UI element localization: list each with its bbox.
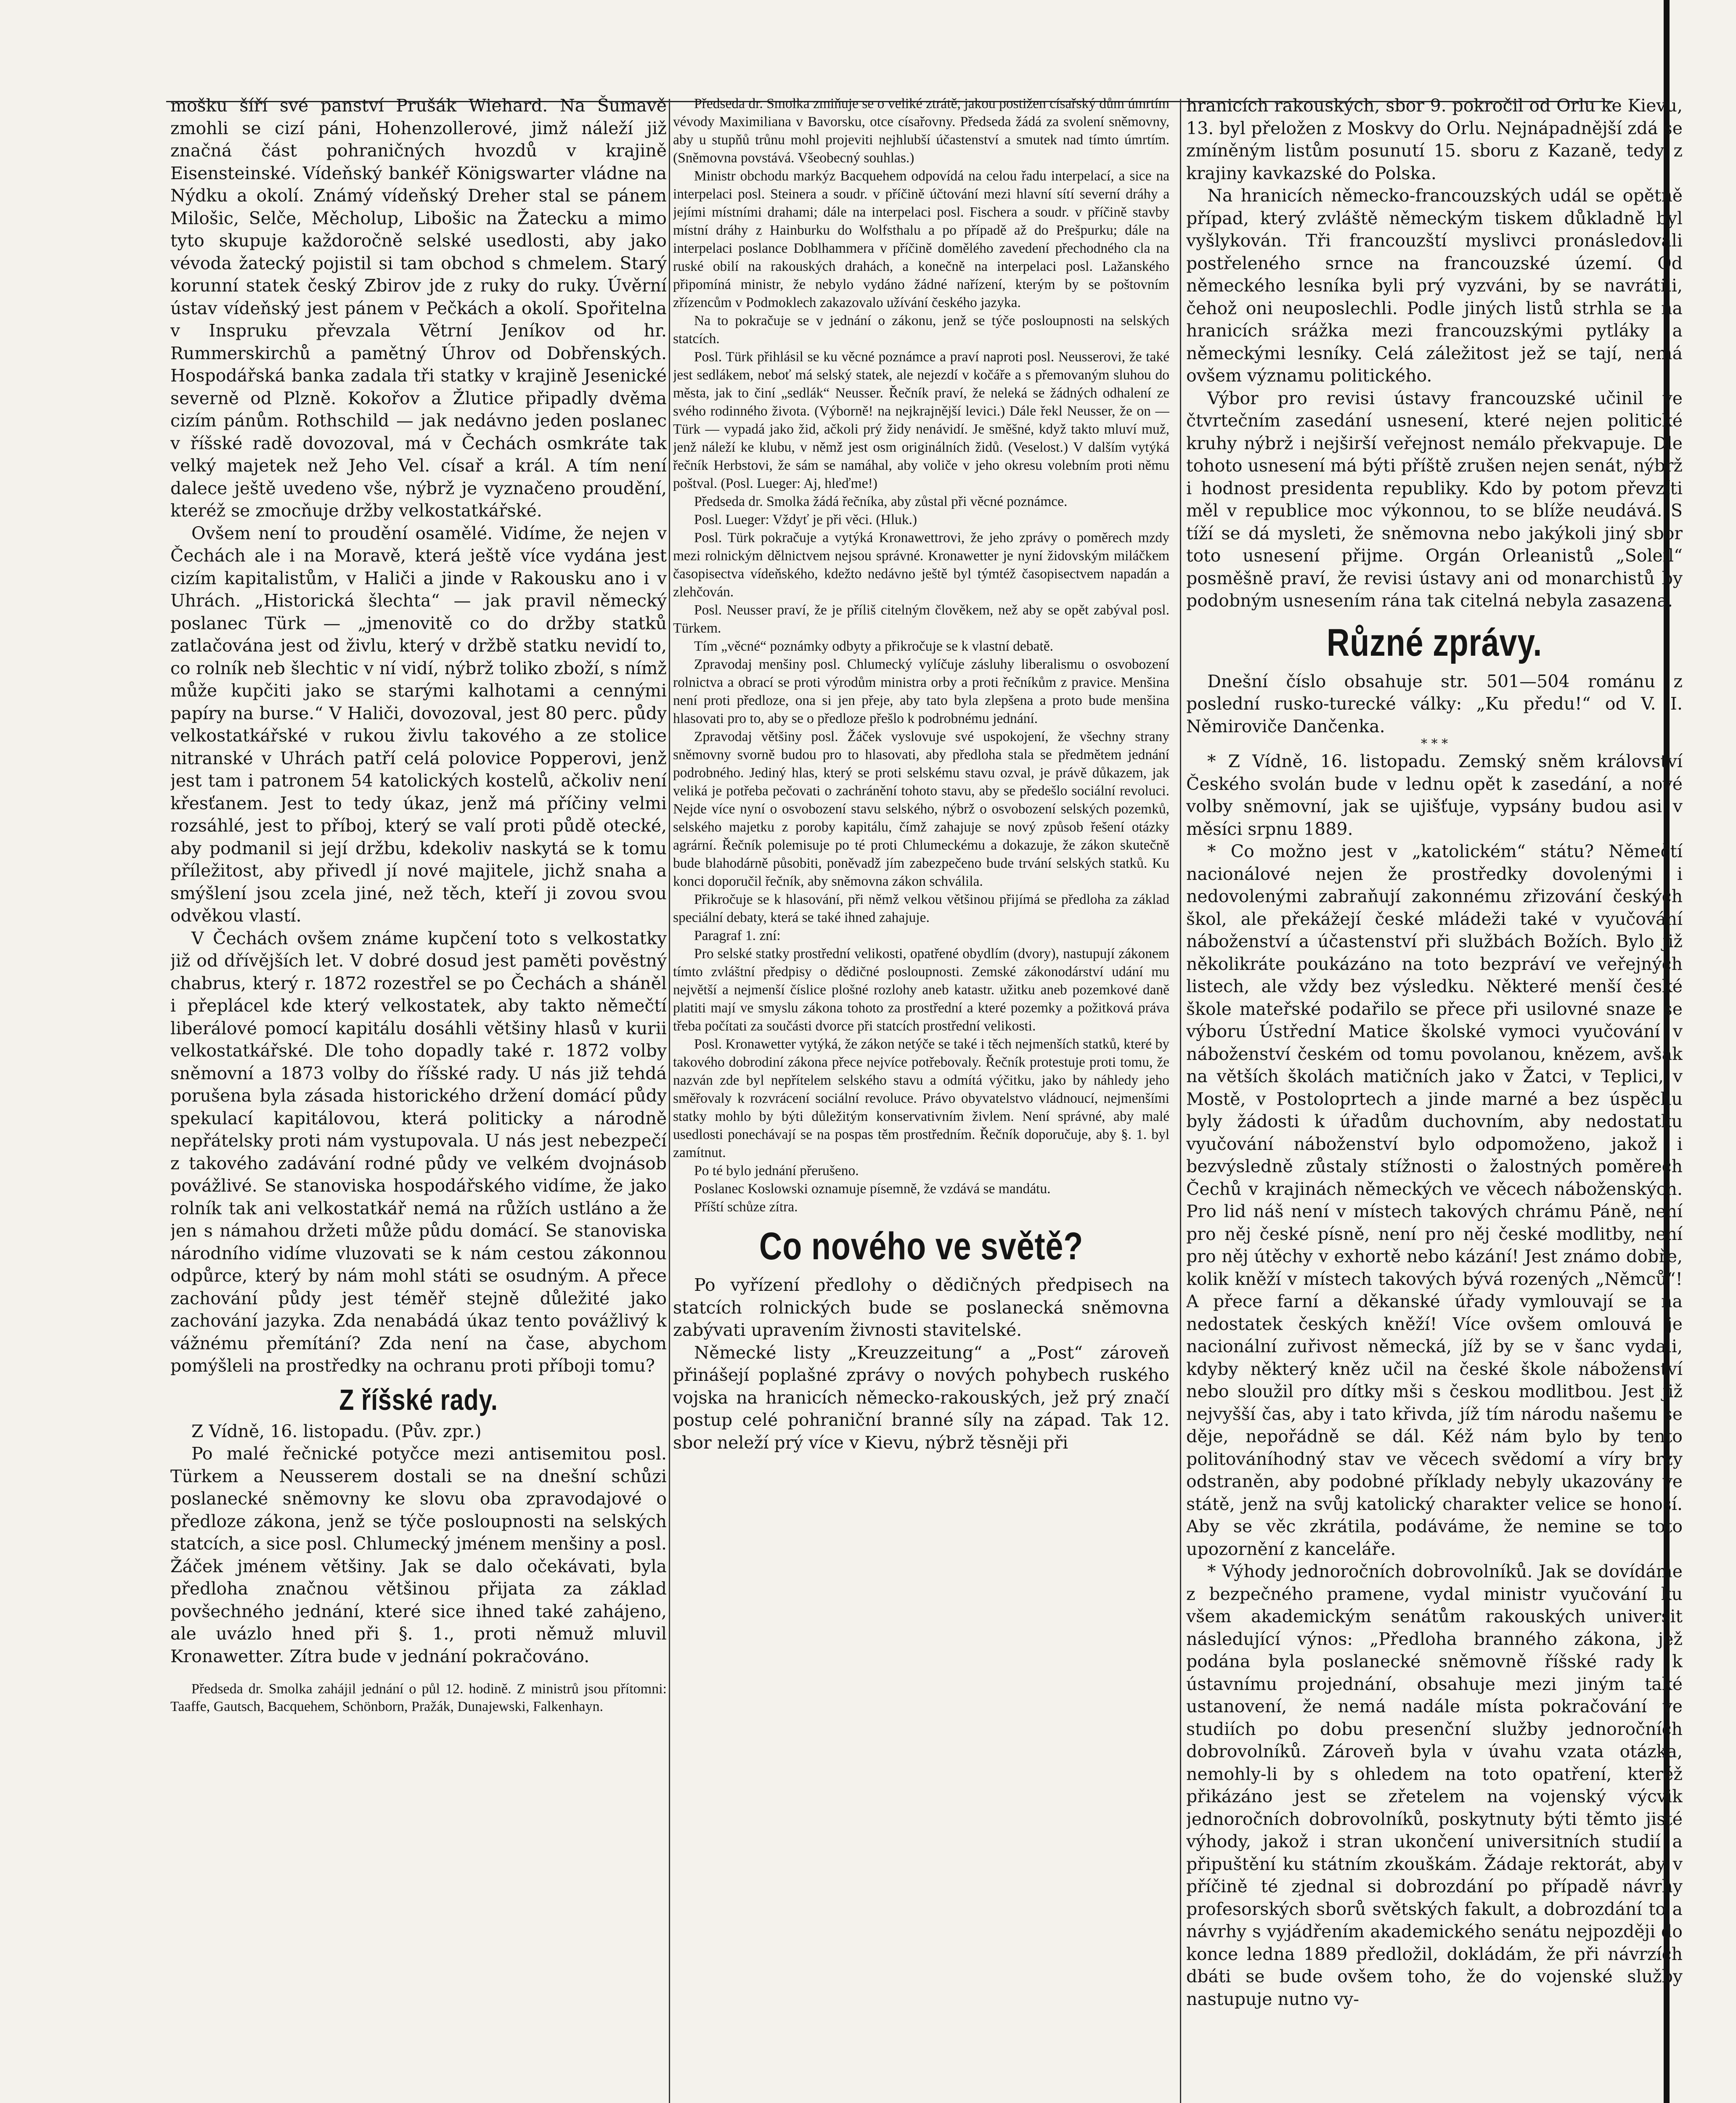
column-3	[1186, 95, 1683, 2103]
session-paragraph-6: Posl. Lueger: Vždyť je při věci. (Hluk.)	[694, 512, 917, 527]
session-opening-note: Předseda dr. Smolka zahájil jednání o půl 12. hodině. Z ministrů jsou přítomni: Taaffe, Gautsch, Bacquehem, Schönborn, Pražák, Dunajewski, Falkenhayn.	[170, 1681, 667, 1714]
session-paragraph-5: Předseda dr. Smolka žádá řečníka, aby zůstal při věcné poznámce.	[694, 494, 1068, 509]
session-paragraph-12: Přikročuje se k hlasování, při němž velkou většinou přijímá se předloha za základ speciální debaty, která se také ihned zahajuje.	[673, 892, 1169, 925]
world-news-paragraph-5: Výbor pro revisi ústavy francouzské učinil ve čtvrtečním zasedání usnesení, které nejen politické kruhy nýbrž i nejširší veřejnost nemálo překvapuje. Dle tohoto usnesení má býti příště zrušen nejen senát, nýbrž i hodnost presidenta republiky. Kdo by potom převzíti měl v republice moc výkonnou, to se blíže neudává. S tíží se dá mysleti, že sněmovna nebo jakýkoli jiný sbor toto usnesení přijme. Orgán Orleanistů „Soleil“ posměšně praví, že revisi ústavy ani od monarchistů by podobným usnesením rána tak citelná nebyla zasazena.	[1186, 388, 1683, 611]
world-news-paragraph-4: Na hranicích německo-francouzských udál se opětně případ, který zvláště německým tiskem důkladně byl vyšlykován. Tři francouzští myslivci pronásledovali postřeleného srnce na francouzské území. Od německého lesníka byli prý vyzváni, by se navrátili, čehož oni neuposlechli. Podle jiných listů strhla se na hranicích srážka mezi francouzskými pytláky a německými lesníky. Celá záležitost jež se tají, nemá ovšem významu politického.	[1186, 185, 1683, 386]
session-paragraph-13: Paragraf 1. zní:	[694, 928, 781, 943]
world-news-paragraph-2: Německé listy „Kreuzzeitung“ a „Post“ zároveň přinášejí poplašné zprávy o nových pohybech ruského vojska na hranicích německo-rakouských, jež prý značí postup celé pohraniční branné síly na západ. Tak 12. sbor neleží prý více v Kievu, nýbrž těsněji při	[673, 1342, 1169, 1453]
article-estates-paragraph-1: mošku šíří své panství Prušák Wiehard. Na Šumavě zmohli se cizí páni, Hohenzollerové, jimž náleží již značná část pohraničných hvozdů v krajině Eisensteinské. Vídeňský bankéř Königswarter vládne na Nýdku a okolí. Známý vídeňský Dreher stal se pánem Milošic, Selče, Měcholup, Libošic na Žatecku a mimo tyto skupuje každoročně selské usedlosti, aby jako vévoda žatecký pojistil si tam obchod s chmelem. Starý korunní statek český Zbirov jde z ruky do ruky. Úvěrní ústav vídeňský jest pánem v Pečkách a okolí. Spořitelna v Inspruku převzala Větrní Jeníkov od hr. Rummerskirchů a pamětný Úhrov od Dobřenských. Hospodářská banka zadala tři statky v krajině Jesenické severně od Plzně. Kokořov a Žlutice připadly dvěma cizím pánům. Rothschild — jak nedávno jeden poslanec v říšské radě dovozoval, má v Čechách osmkráte tak velký majetek než Jeho Vel. císař a král. A tím není dalece ještě uvedeno vše, nýbrž je vyznačeno proudění, kteréž se zmocňuje držby velkostatkářské.	[170, 95, 667, 521]
world-news-paragraph-3: hranicích rakouských, sbor 9. pokročil od Orlu ke Kievu, 13. byl přeložen z Moskvy do Orlu. Nejnápadnější zdá se zmíněným listům posunutí 15. sboru z Kazaně, tedy z krajiny kavkazské do Polska.	[1186, 95, 1683, 183]
novel-supplement-note: Dnešní číslo obsahuje str. 501—504 románu z poslední rusko-turecké války: „Ku předu!“ od V. I. Němiroviče Dančenka.	[1186, 671, 1683, 736]
session-paragraph-15: Posl. Kronawetter vytýká, že zákon netýče se také i těch nejmenších statků, které by takového dobrodiní zákona přece nejvíce potřebovaly. Řečník protestuje proti tomu, že nazván zde byl nepřítelem selského stavu a odmítá výčitku, jako by náhledy jeho směřovaly k rozvrácení sociální revoluce. Právo obyvatelstvo vládnoucí, nejmenšími statky mohlo by býti důležitým konservativním živlem. Není správné, aby malé usedlosti ponechávají se na pospas těm prostředním. Řečník doporučuje, aby §. 1. byl zamítnut.	[673, 1036, 1169, 1160]
article-estates-paragraph-3: V Čechách ovšem známe kupčení toto s velkostatky již od dřívějších let. V dobré dosud jest paměti pověstný chabrus, který r. 1872 rozestřel se po Čechách a sháněl i přeplácel kde který velkostatek, aby takto němečtí liberálové pomocí kapitálu dosáhli většiny hlasů v kurii velkostatkářské. Dle toho dopadly také r. 1872 volby sněmovní a 1873 volby do říšské rady. U nás již tehdá porušena byla zásada historického držení domácí půdy spekulací kapitálovou, která politicky a národně nepřátelsky proti nám vystupovala. U nás jest nebezpečí z takového zadávání rodné půdy ve velkém dvojnásob povážlivé. Se stanoviska hospodářského vidíme, že jako rolník tak ani velkostatkář nemá na růžích ustláno a že jen s námahou držeti může půdu domácí. Se stanoviska národního vidíme vluzovati se k nám cestou zákonnou odpůrce, který by nám mohl státi se osudným. A přece zachování půdy jest téměř stejně důležité jako zachování jazyka. Zda nenabádá úkaz tento povážlivý k vážnému přemítání? Zda není na čase, abychom pomýšleli na prostředky na ochranu proti příboji tomu?	[170, 928, 667, 1376]
column-divider-2	[1180, 99, 1181, 2103]
session-paragraph-7: Posl. Türk pokračuje a vytýká Kronawettrovi, že jeho zprávy o poměrech mzdy mezi rolnickým dělnictvem nejsou správné. Kronawetter je nyní židovským miláčkem časopisectva vídeňského, kdežto nedávno ještě byl týmtéž časopisectvem napadán a zlehčován.	[673, 530, 1169, 600]
news-item-volunteers: * Výhody jednoročních dobrovolníků. Jak se dovídáme z bezpečného pramene, vydal ministr vyučování ku všem akademickým senátům rakouských universit následující výnos: „Předloha branného zákona, jež podána byla poslanecké sněmovně říšské rady k ústavnímu projednání, obsahuje mezi jiným také ustanovení, že nemá nadále místa pokračování ve studiích po dobu presenční služby jednoročních dobrovolníků. Zároveň byla v úvahu vzata otázka, nemohly-li by s ohledem na toto opatření, kteréž přikázáno jest se zřetelem na vojenský výcvik jednoročních dobrovolníků, poskytnuty býti těmto jisté výhody, jakož i stran ukončení universitních studií a připuštění ku státním zkouškám. Žádaje rektorát, aby v příčině té zjednal si dobrozdání po případě návrhy profesorských sborů světských fakult, a dobrozdání to a návrhy s vyjádřením akademického senátu nejpozději do konce ledna 1889 předložil, dokládám, že při návrzích dbáti se bude ovšem toho, že do vojenské služby nastupuje nutno vy-	[1186, 1561, 1683, 2009]
column-2	[673, 95, 1169, 2103]
session-paragraph-18: Příští schůze zítra.	[694, 1199, 798, 1215]
session-paragraph-4: Posl. Türk přihlásil se ku věcné poznámce a praví naproti posl. Neusserovi, že také jest sedlákem, neboť má selský statek, ale nejezdí v kočáře a s přemovaným sluhou do města, jak to činí „sedlák“ Neusser. Řečník praví, že neleká se žádných odhalení ze svého rodinného života. (Výborně! na nejkrajnější levici.) Dále řekl Neusser, že on — Türk — vypadá jako žid, ačkoli prý židy nenávidí. Je směšné, když takto mluví muž, jenž náleží ke klubu, v němž jest osm originálních židů. (Veselost.) V dalším vytýká řečník Herbstovi, že sám se namáhal, aby voliče v jeho okresu volebním proti němu poštval. (Posl. Lueger: Aj, hleďme!)	[673, 349, 1169, 491]
session-paragraph-10: Zpravodaj menšiny posl. Chlumecký vylíčuje zásluhy liberalismu o osvobození rolnictva a obrací se proti výrodům ministra orby a proti řečníkům z pravice. Menšina není proti předloze, ona si jen přeje, aby tato byla zlepšena a proto bude menšina hlasovati pro to, aby se o předloze přešlo k podrobnému jednání.	[673, 657, 1169, 726]
dateline-vienna: Z Vídně, 16. listopadu. (Pův. zpr.)	[191, 1421, 482, 1441]
news-item-diet: * Z Vídně, 16. listopadu. Zemský sněm království Českého svolán bude v lednu opět k zasedání, a nové volby sněmovní, jak se ujišťuje, vypsány budou asi v měsíci srpnu 1889.	[1186, 751, 1683, 839]
session-paragraph-14: Pro selské statky prostřední velikosti, opatřené obydlím (dvory), nastupují zákonem tímto zvláštní předpisy o dědičné posloupnosti. Zemské zákonodárství udání mu největší a nejmenší číslice plošné rozlohy aneb katastr. užitku aneb pozemkové daně platiti mají ve smyslu zákona tohoto za prostřední a které pozemky a požitková práva třeba počítati za součásti dvorce při statcích prostřední velikosti.	[673, 946, 1169, 1034]
session-paragraph-8: Posl. Neusser praví, že je příliš citelným člověkem, než aby se opět zabýval posl. Türkem.	[673, 602, 1169, 636]
news-item-catholic-state: * Co možno jest v „katolickém“ státu? Němečtí nacionálové nejen že prostředky dovolenými i nedovolenými zabraňují zakonnému zřizování českých škol, ale překážejí české mládeži také v vyučování náboženství a účastenství při službách Božích. Bylo již několikráte poukázáno na toto bezpráví ve veřejných listech, ale vždy bez výsledku. Některé menší české škole mateřské podařilo se přece při usilovné snaze se výboru Ústřední Matice školské vymoci vyučování v náboženství českém od tomu povolanou, knězem, avšak na větších školách matičních jako v Žatci, v Teplici, v Mostě, v Postoloprtech a jinde marné a bez úspěchu byly žádosti k úřadům duchovním, aby nedostatku vyučování náboženství bylo odpomoženo, jakož i bezvýsledně zůstaly stížnosti o žalostných poměrech Čechů v krajinách německých ve věcech náboženských. Pro lid náš není v místech takových chrámu Páně, není pro něj české písně, není pro něj české modlitby, není pro něj útěchy v exhortě nebo kázání! Jest známo dobře, kolik kněží v místech takových bývá rozených „Němců“! A přece farní a děkanské úřady vymlouvají se na nedostatek českých kněží! Více ovšem omlouvá je nacionální zuřivost německá, jíž by se v šanc vydali, kdyby některý kněz učil na české škole náboženství nebo sloužil pro dítky mši s českou modlitbou. Jest již nejvyšší čas, aby i tato křivda, jíž tím národu našemu se děje, nepořádně se dál. Kéž nám bylo by tento politováníhodný stav ve věcech svědomí a víry brzy odstraněn, aby podobné příklady nebyly ukazovány ve státě, jenž na svůj katolický charakter velice se honosí. Aby se věc zkrátila, podáváme, že nemine se toto upozornění z kanceláře.	[1186, 841, 1683, 1559]
column-1	[170, 95, 667, 2103]
session-paragraph-9: Tím „věcné“ poznámky odbyty a přikročuje se k vlastní debatě.	[694, 638, 1053, 654]
section-separator-stars: * * *	[1421, 736, 1448, 751]
reichsrat-summary-paragraph: Po malé řečnické potyčce mezi antisemitou posl. Türkem a Neusserem dostali se na dnešní schůzi poslanecké sněmovny ke slovu oba zpravodajové o předloze zákona, jenž se týče posloupnosti na selských statcích, a sice posl. Chlumecký jménem menšiny a posl. Žáček jménem většiny. Jak se dalo očekávati, byla předloha značnou většinou přijata za základ povšechného jednání, které sice ihned také zahájeno, ale uvázlo hned při §. 1., proti němuž mluvil Kronawetter. Zítra bude v jednání pokračováno.	[170, 1443, 667, 1666]
session-paragraph-16: Po té bylo jednání přerušeno.	[694, 1163, 859, 1179]
session-paragraph-3: Na to pokračuje se v jednání o zákonu, jenž se týče posloupnosti na selských statcích.	[673, 313, 1169, 347]
session-paragraph-11: Zpravodaj většiny posl. Žáček vyslovuje své uspokojení, že všechny strany sněmovny svorně budou pro to hlasovati, aby předloha stala se předmětem jednání podrobného. Jediný hlas, který se proti selskému stavu ozval, je právě důkazem, jak veliká je potřeba pečovati o zachránění tohoto stavu, aby se předešlo sociální revoluci. Nejde více nyní o osvobození stavu selského, nýbrž o osvobození selských pozemků, selského majetku z poroby kapitálu, čímž zahajuje se nový způsob řešení otázky agrární. Řečník polemisuje po té proti Chlumeckému a dokazuje, že zákon skutečně bude blahodárně působiti, poněvadž jím zabezpečeno bude trvání selských statků. Ku konci doporučil řečník, aby sněmovna zákon schválila.	[673, 729, 1169, 889]
session-paragraph-1: Předseda dr. Smolka zmiňuje se o veliké ztrátě, jakou postižen císařský dům úmrtím vévody Maximiliana v Bavorsku, otce císařovny. Předseda žádá za svolení sněmovny, aby u stupňů trůnu mohl projeviti nejhlubší účastenství a smutek nad tímto úmrtím. (Sněmovna povstává. Všeobecný souhlas.)	[673, 96, 1169, 166]
article-estates-paragraph-2: Ovšem není to proudění osamělé. Vidíme, že nejen v Čechách ale i na Moravě, která ještě více vydána jest cizím kapitalistům, v Haliči a jinde v Rakousku ano i v Uhrách. „Historická šlechta“ — jak pravil německý poslanec Türk — „jmenovitě co do držby statků zatlačována jest od živlu, který v držbě statku nevidí to, co rolník neb šlechtic v ní vidí, nýbrž toliko zboží, s nímž může kupčiti jako se starými kalhotami a cennými papíry na burse.“ V Haliči, dovozoval, jest 80 perc. půdy velkostatkářské v rukou živlu takového a ze stolice nitranské v Uhrách patří celá polovice Popperovi, jenž jest tam i patronem 54 katolických kostelů, ačkoliv není křesťanem. Jest to tedy úkaz, jenž má příčiny velmi rozsáhlé, jest to příboj, který se valí proti půdě otecké, aby podmanil si její držbu, kdekoliv naskytá se k tomu příležitost, aby přivedl jí nové majitele, jichž snaha a smýšlení jsou zcela jiné, než těch, kteří ji zovou svou odvěkou vlastí.	[170, 523, 667, 926]
world-news-paragraph-1: Po vyřízení předlohy o dědičných předpisech na statcích rolnických bude se poslanecká sněmovna zabývati upravením živnosti stavitelské.	[673, 1275, 1169, 1340]
session-paragraph-17: Poslanec Koslowski oznamuje písemně, že vzdává se mandátu.	[694, 1181, 1051, 1197]
section-heading-world-news: Co nového ve světě?	[759, 1225, 1084, 1268]
column-divider-1	[669, 99, 670, 2103]
session-paragraph-2: Ministr obchodu markýz Bacquehem odpovídá na celou řadu interpelací, a sice na interpelaci posl. Steinera a soudr. v příčině účtování mezi hlavní sítí severní dráhy a jejími místními drahami; dále na interpelaci posl. Fischera a soudr. v příčině stavby místní dráhy z Hainburku do Wolfsthalu a po případě až do Prešpurku; dále na interpelaci poslance Doblhammera v příčině domělého zavedení přechodného cla na ruské obilí na rakouských drahách, a konečně na interpelaci posl. Lažanského připomíná ministr, že nebylo vydáno žádné nařízení, kterým by se poštovním zřízencům v Podmoklech zakazovalo užívání českého jazyka.	[673, 168, 1169, 310]
section-heading-various-news: Různé zprávy.	[1326, 621, 1543, 664]
section-heading-reichsrat: Z říšské rady.	[339, 1383, 498, 1416]
